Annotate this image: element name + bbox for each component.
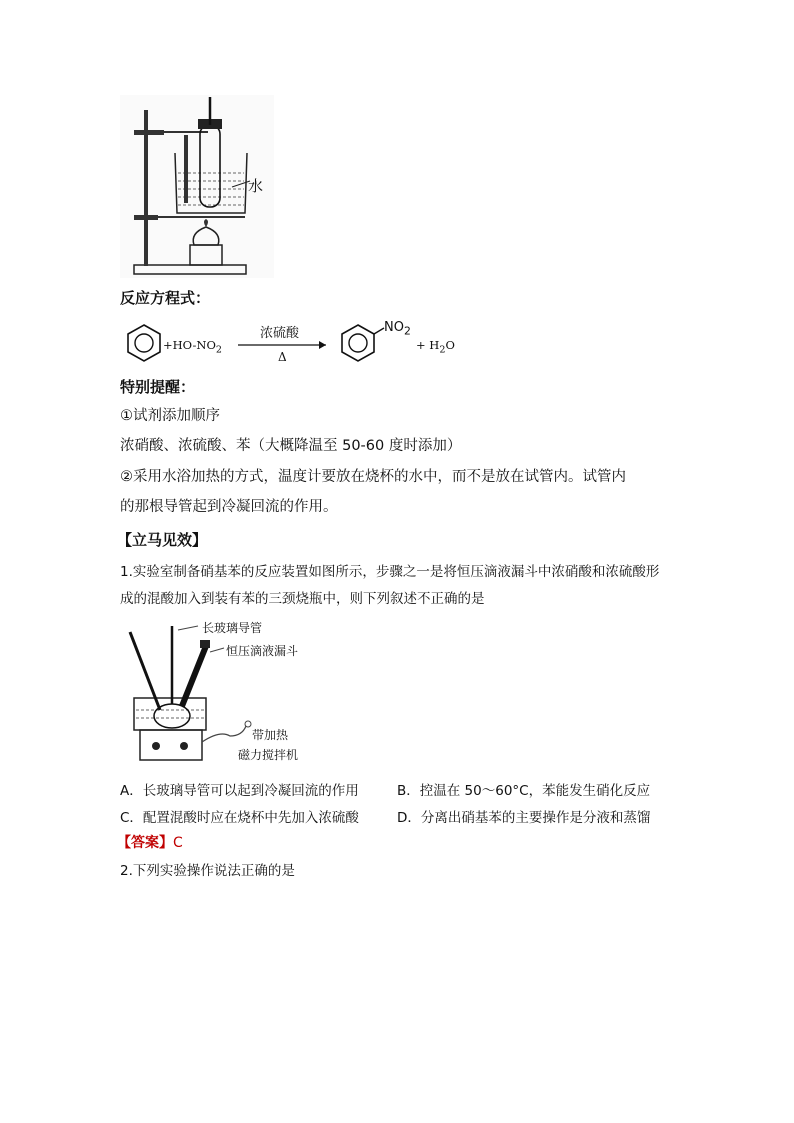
reminder-line-2: 浓硝酸、浓硫酸、苯（大概降温至 50-60 度时添加） [120, 438, 462, 454]
water-label: 水 [248, 177, 264, 195]
apparatus-figure-water-bath [120, 95, 274, 278]
label-heater: 带加热 [252, 728, 289, 742]
option-d: D．分离出硝基苯的主要操作是分液和蒸馏 [397, 810, 651, 826]
catalyst-label: 浓硫酸 [260, 326, 300, 341]
label-long-glass-tube: 长玻璃导管 [202, 621, 263, 635]
question-1-line-1: 1.实验室制备硝基苯的反应装置如图所示，步骤之一是将恒压滴液漏斗中浓硝酸和浓硫酸形 [120, 564, 660, 580]
reminder-line-1: ①试剂添加顺序 [120, 408, 220, 424]
reminder-line-4: 的那根导管起到冷凝回流的作用。 [120, 499, 338, 515]
reaction-equation [126, 320, 486, 370]
answer-label: 【答案】 [117, 835, 173, 851]
reagent-formula: $+HO-NO_2$ [163, 338, 222, 356]
label-pressure-funnel: 恒压滴液漏斗 [226, 644, 299, 658]
question-1-line-2: 成的混酸加入到装有苯的三颈烧瓶中，则下列叙述不正确的是 [120, 591, 485, 607]
nitro-group-label: $NO_2$ [384, 320, 411, 338]
section-title: 【立马见效】 [117, 531, 208, 549]
option-c: C．配置混酸时应在烧杯中先加入浓硫酸 [120, 810, 359, 826]
option-a: A．长玻璃导管可以起到冷凝回流的作用 [120, 783, 359, 799]
equation-heading: 反应方程式： [120, 289, 211, 307]
answer-line [117, 832, 183, 852]
answer-value: C [173, 835, 183, 851]
apparatus-drawing-2 [120, 618, 330, 768]
reminder-line-3: ②采用水浴加热的方式，温度计要放在烧杯的水中，而不是放在试管内。试管内 [120, 469, 626, 485]
reminder-heading: 特别提醒： [120, 378, 196, 396]
heat-symbol: Δ [278, 350, 287, 364]
option-b: B．控温在 50～60°C，苯能发生硝化反应 [397, 783, 651, 799]
question-2-line-1: 2.下列实验操作说法正确的是 [120, 863, 295, 879]
label-magnetic-stirrer: 磁力搅拌机 [238, 748, 299, 762]
benzene-ring-icon [128, 325, 160, 361]
benzene-ring-icon [342, 325, 374, 361]
apparatus-figure-nitrobenzene [120, 618, 330, 768]
water-formula: + $H_2O$ [416, 338, 455, 356]
